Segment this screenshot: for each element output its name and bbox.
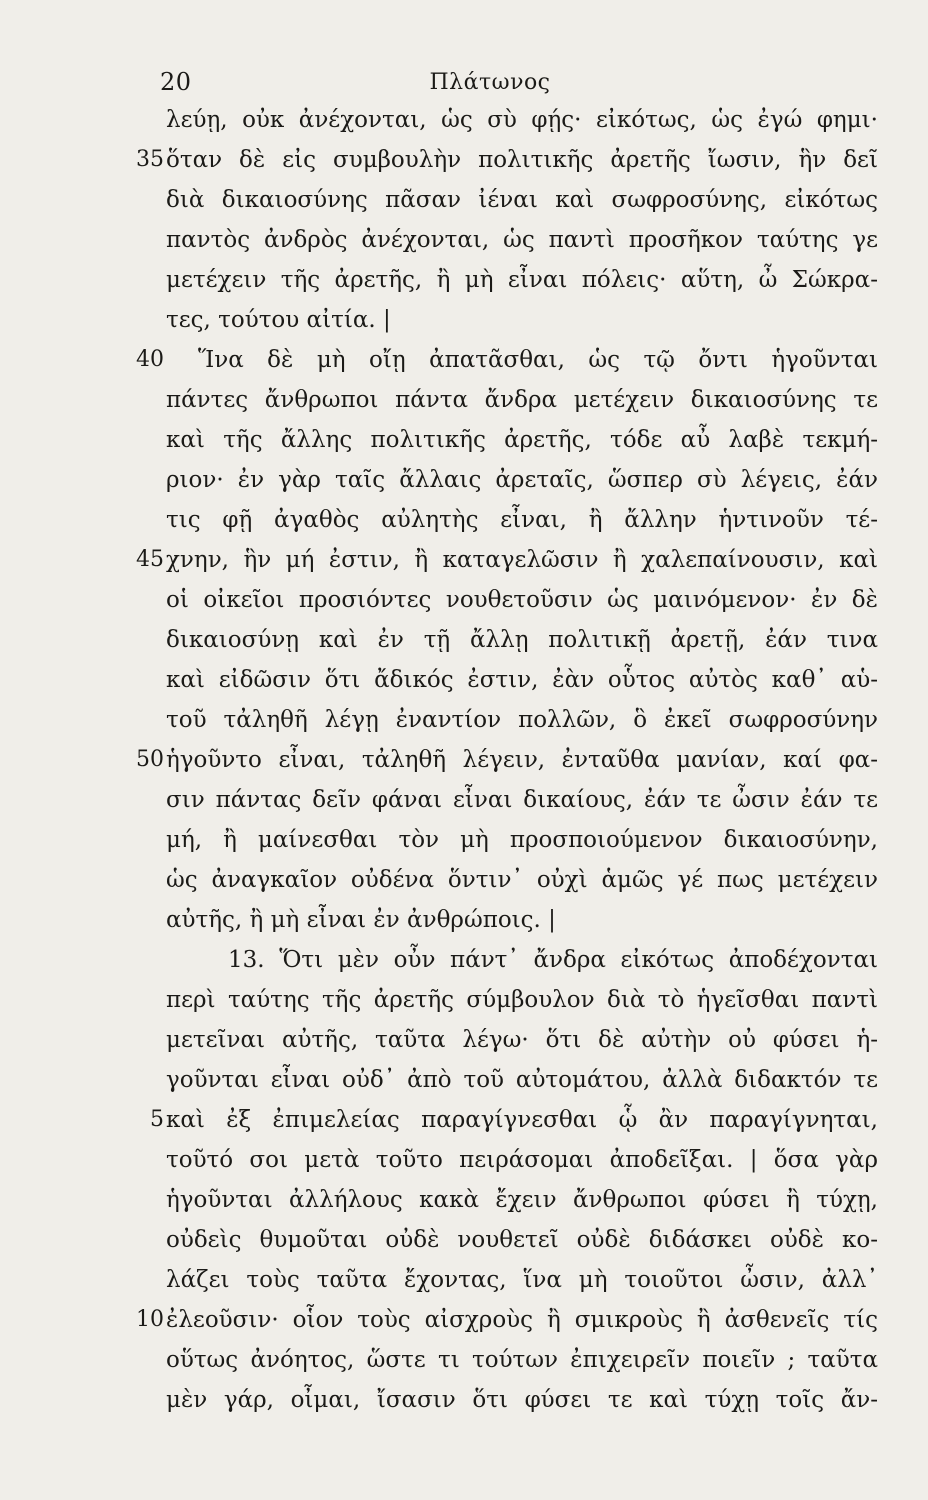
text-line	[0, 1180, 928, 1220]
text-line	[0, 1100, 928, 1140]
page-number: 20	[160, 68, 192, 96]
text-line	[0, 1020, 928, 1060]
line-text: περὶ ταύτης τῆς ἀρετῆς σύμβουλον διὰ τὸ ἡγεῖσθαι παντὶ	[166, 987, 878, 1013]
text-line	[0, 1340, 928, 1380]
line-text: τις φῇ ἀγαθὸς αὐλητὴς εἶναι, ἢ ἄλλην ἡντινοῦν τέ-	[166, 507, 878, 533]
line-text: χνην, ἣν μή ἐστιν, ἢ καταγελῶσιν ἢ χαλεπαίνουσιν, καὶ	[166, 547, 878, 573]
text-line	[0, 620, 928, 660]
line-text: δικαιοσύνῃ καὶ ἐν τῇ ἄλλῃ πολιτικῇ ἀρετῇ, ἐάν τινα	[166, 627, 878, 653]
text-line	[0, 1380, 928, 1420]
line-text: γοῦνται εἶναι οὐδ᾽ ἀπὸ τοῦ αὐτομάτου, ἀλλὰ διδακτόν τε	[166, 1067, 878, 1093]
line-text: τες, τούτου αἰτία. |	[166, 307, 391, 333]
text-line	[0, 1140, 928, 1180]
line-text: λεύῃ, οὐκ ἀνέχονται, ὡς σὺ φῄς· εἰκότως, ὡς ἐγώ φημι·	[166, 107, 878, 133]
line-number: 45	[136, 547, 164, 572]
text-line	[0, 300, 928, 340]
line-text: μετεῖναι αὐτῆς, ταῦτα λέγω· ὅτι δὲ αὐτὴν οὐ φύσει ἡ-	[166, 1027, 878, 1053]
line-text: αὐτῆς, ἢ μὴ εἶναι ἐν ἀνθρώποις. |	[166, 907, 556, 933]
text-line	[0, 580, 928, 620]
line-text: ἐλεοῦσιν· οἷον τοὺς αἰσχροὺς ἢ σμικροὺς ἢ ἀσθενεῖς τίς	[166, 1307, 878, 1333]
line-number: 40	[136, 347, 164, 372]
text-line	[0, 140, 928, 180]
line-text: ἡγοῦνται ἀλλήλους κακὰ ἔχειν ἄνθρωποι φύσει ἢ τύχῃ,	[166, 1187, 878, 1213]
text-line	[0, 340, 928, 380]
text-line	[0, 900, 928, 940]
text-line	[0, 260, 928, 300]
text-line	[0, 420, 928, 460]
line-number: 50	[136, 747, 164, 772]
text-line	[0, 220, 928, 260]
line-text: ὡς ἀναγκαῖον οὐδένα ὅντιν᾽ οὐχὶ ἁμῶς γέ πως μετέχειν	[166, 867, 878, 893]
text-line	[0, 460, 928, 500]
text-line	[0, 180, 928, 220]
line-text: 13. Ὅτι μὲν οὖν πάντ᾽ ἄνδρα εἰκότως ἀποδέχονται	[228, 947, 878, 973]
text-line	[0, 100, 928, 140]
text-line	[0, 740, 928, 780]
line-text: οὐδεὶς θυμοῦται οὐδὲ νουθετεῖ οὐδὲ διδάσκει οὐδὲ κο-	[166, 1227, 878, 1253]
line-text: ὅταν δὲ εἰς συμβουλὴν πολιτικῆς ἀρετῆς ἴωσιν, ἣν δεῖ	[166, 147, 878, 173]
line-text: μετέχειν τῆς ἀρετῆς, ἢ μὴ εἶναι πόλεις· αὕτη, ὦ Σώκρα-	[166, 267, 878, 293]
text-line	[0, 780, 928, 820]
text-line	[0, 1300, 928, 1340]
text-line	[0, 980, 928, 1020]
text-line	[0, 380, 928, 420]
line-text: Ἵνα δὲ μὴ οἴῃ ἀπατᾶσθαι, ὡς τῷ ὄντι ἡγοῦνται	[198, 347, 878, 373]
line-number: 10	[136, 1307, 164, 1332]
line-text: οὕτως ἀνόητος, ὥστε τι τούτων ἐπιχειρεῖν ποιεῖν ; ταῦτα	[166, 1347, 878, 1373]
text-line	[0, 820, 928, 860]
line-text: καὶ εἰδῶσιν ὅτι ἄδικός ἐστιν, ἐὰν οὗτος αὐτὸς καθ᾽ αὑ-	[166, 667, 878, 693]
section-start-line	[0, 940, 928, 980]
line-text: λάζει τοὺς ταῦτα ἔχοντας, ἵνα μὴ τοιοῦτοι ὦσιν, ἀλλ᾽	[166, 1267, 878, 1293]
line-text: τοῦτό σοι μετὰ τοῦτο πειράσομαι ἀποδεῖξαι. | ὅσα γὰρ	[166, 1147, 878, 1173]
line-text: καὶ τῆς ἄλλης πολιτικῆς ἀρετῆς, τόδε αὖ λαβὲ τεκμή-	[166, 427, 878, 453]
text-line	[0, 660, 928, 700]
line-text: μὲν γάρ, οἶμαι, ἴσασιν ὅτι φύσει τε καὶ τύχῃ τοῖς ἄν-	[166, 1387, 878, 1413]
text-line	[0, 1260, 928, 1300]
line-text: διὰ δικαιοσύνης πᾶσαν ἰέναι καὶ σωφροσύνης, εἰκότως	[166, 187, 878, 213]
text-line	[0, 1060, 928, 1100]
line-text: ριον· ἐν γὰρ ταῖς ἄλλαις ἀρεταῖς, ὥσπερ σὺ λέγεις, ἐάν	[166, 467, 878, 493]
line-text: οἱ οἰκεῖοι προσιόντες νουθετοῦσιν ὡς μαινόμενον· ἐν δὲ	[166, 587, 878, 613]
line-number: 35	[136, 147, 164, 172]
line-number: 5	[150, 1107, 164, 1132]
text-line	[0, 540, 928, 580]
text-line	[0, 500, 928, 540]
line-text: σιν πάντας δεῖν φάναι εἶναι δικαίους, ἐάν τε ὦσιν ἐάν τε	[166, 787, 878, 813]
text-line	[0, 700, 928, 740]
line-text: μή, ἢ μαίνεσθαι τὸν μὴ προσποιούμενον δικαιοσύνην,	[166, 827, 878, 853]
line-text: τοῦ τἀληθῆ λέγῃ ἐναντίον πολλῶν, ὃ ἐκεῖ σωφροσύνην	[166, 707, 878, 733]
line-text: ἡγοῦντο εἶναι, τἀληθῆ λέγειν, ἐνταῦθα μανίαν, καί φα-	[166, 747, 878, 773]
line-text: παντὸς ἀνδρὸς ἀνέχονται, ὡς παντὶ προσῆκον ταύτης γε	[166, 227, 878, 253]
running-head: Πλάτωνος	[429, 70, 551, 95]
text-line	[0, 860, 928, 900]
line-text: πάντες ἄνθρωποι πάντα ἄνδρα μετέχειν δικαιοσύνης τε	[166, 387, 878, 413]
text-line	[0, 1220, 928, 1260]
line-text: καὶ ἐξ ἐπιμελείας παραγίγνεσθαι ᾧ ἂν παραγίγνηται,	[166, 1107, 878, 1133]
